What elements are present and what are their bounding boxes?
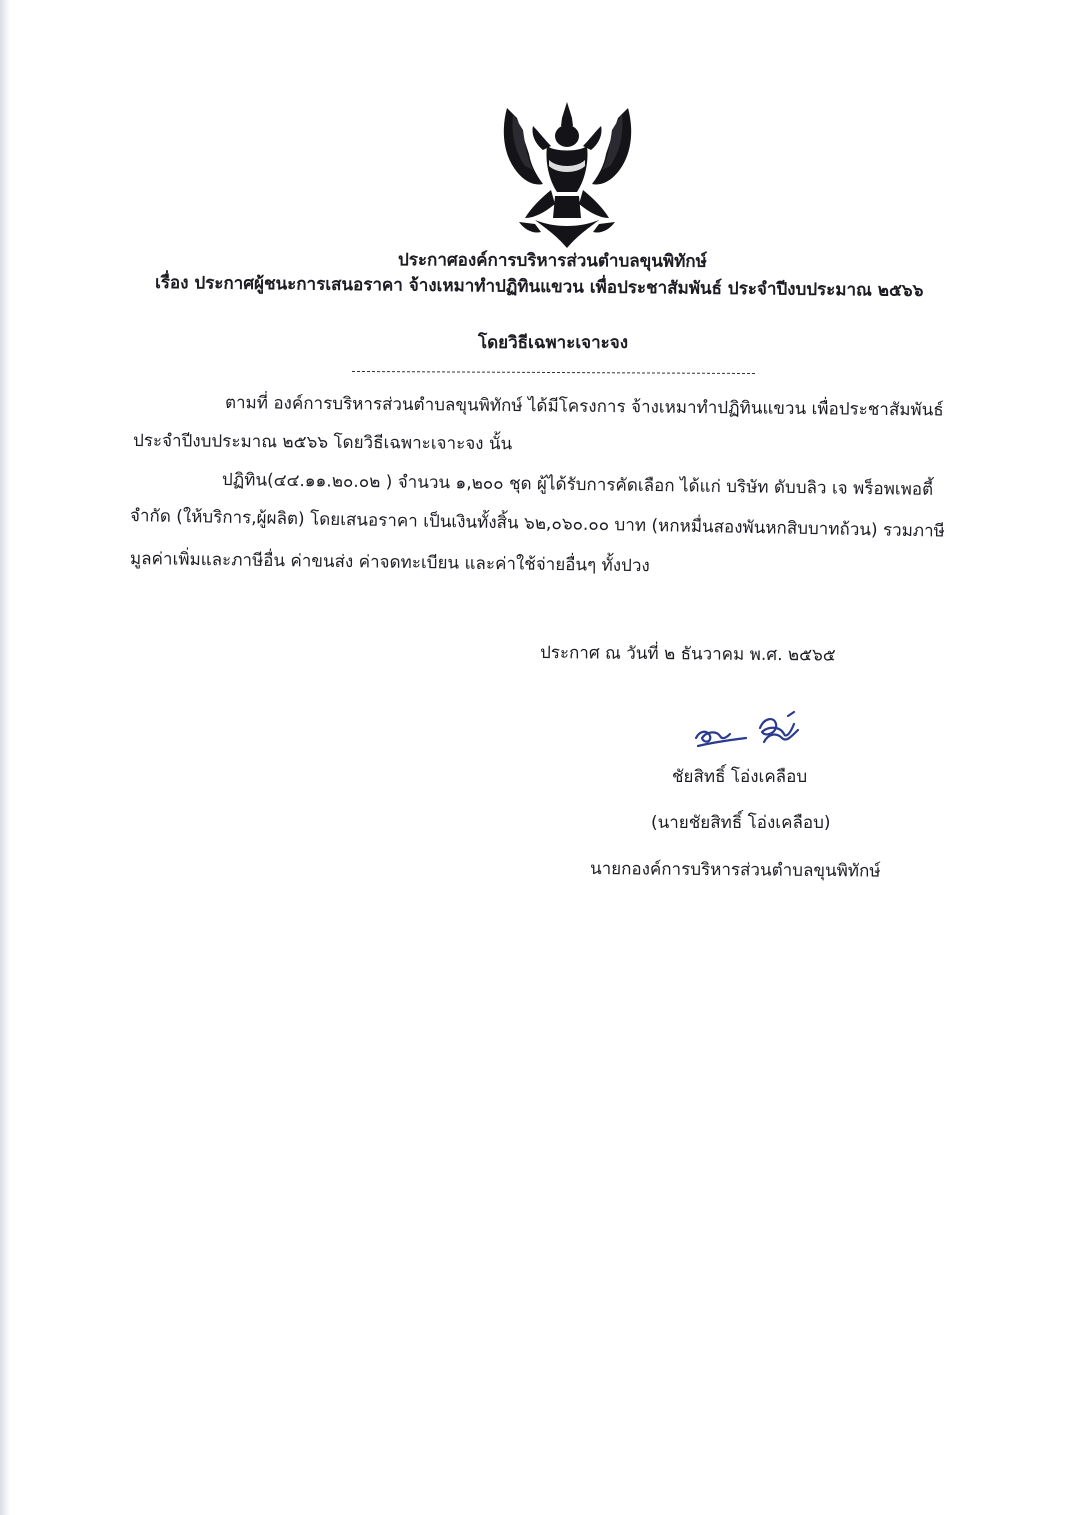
handwritten-signature-icon (690, 708, 810, 756)
announcement-subject: เรื่อง ประกาศผู้ชนะการเสนอราคา จ้างเหมาทำปฏิทินแขวน เพื่อประชาสัมพันธ์ ประจำปีงบประมาณ ๒๕๖๖ (154, 273, 924, 302)
body-line-2: ประจำปีงบประมาณ ๒๕๖๖ โดยวิธีเฉพาะเจาะจง นั้น (132, 431, 513, 455)
body-line-1: ตามที่ องค์การบริหารส่วนตำบลขุนพิทักษ์ ได้มีโครงการ จ้างเหมาทำปฏิทินแขวน เพื่อประชาสัมพันธ์ (224, 393, 944, 421)
signer-name: ชัยสิทธิ์ โอ่งเคลือบ (672, 767, 808, 787)
scan-edge-shadow (0, 0, 10, 1515)
header-divider (352, 371, 755, 374)
body-line-5: มูลค่าเพิ่มและภาษีอื่น ค่าขนส่ง ค่าจดทะเบียน และค่าใช้จ่ายอื่นๆ ทั้งปวง (129, 549, 650, 577)
procurement-method: โดยวิธีเฉพาะเจาะจง (478, 333, 629, 353)
announcement-date: ประกาศ ณ วันที่ ๒ ธันวาคม พ.ศ. ๒๕๖๕ (539, 643, 836, 666)
body-line-3: ปฏิทิน(๔๔.๑๑.๒๐.๐๒ ) จำนวน ๑,๒๐๐ ชุด ผู้ได้รับการคัดเลือก ได้แก่ บริษัท ดับบลิว เจ พร็อพเพอตี้ (221, 470, 934, 500)
garuda-emblem-icon (495, 100, 640, 250)
signer-full-name: (นายชัยสิทธิ์ โอ่งเคลือบ) (651, 813, 831, 833)
body-line-4: จำกัด (ให้บริการ,ผู้ผลิต) โดยเสนอราคา เป็นเงินทั้งสิ้น ๖๒,๐๖๐.๐๐ บาท (หกหมื่นสองพันหกสิบบาทถ้วน) รวมภาษี (129, 506, 946, 542)
announcement-title: ประกาศองค์การบริหารส่วนตำบลขุนพิทักษ์ (397, 250, 707, 272)
signer-position: นายกองค์การบริหารส่วนตำบลขุนพิทักษ์ (589, 859, 881, 882)
